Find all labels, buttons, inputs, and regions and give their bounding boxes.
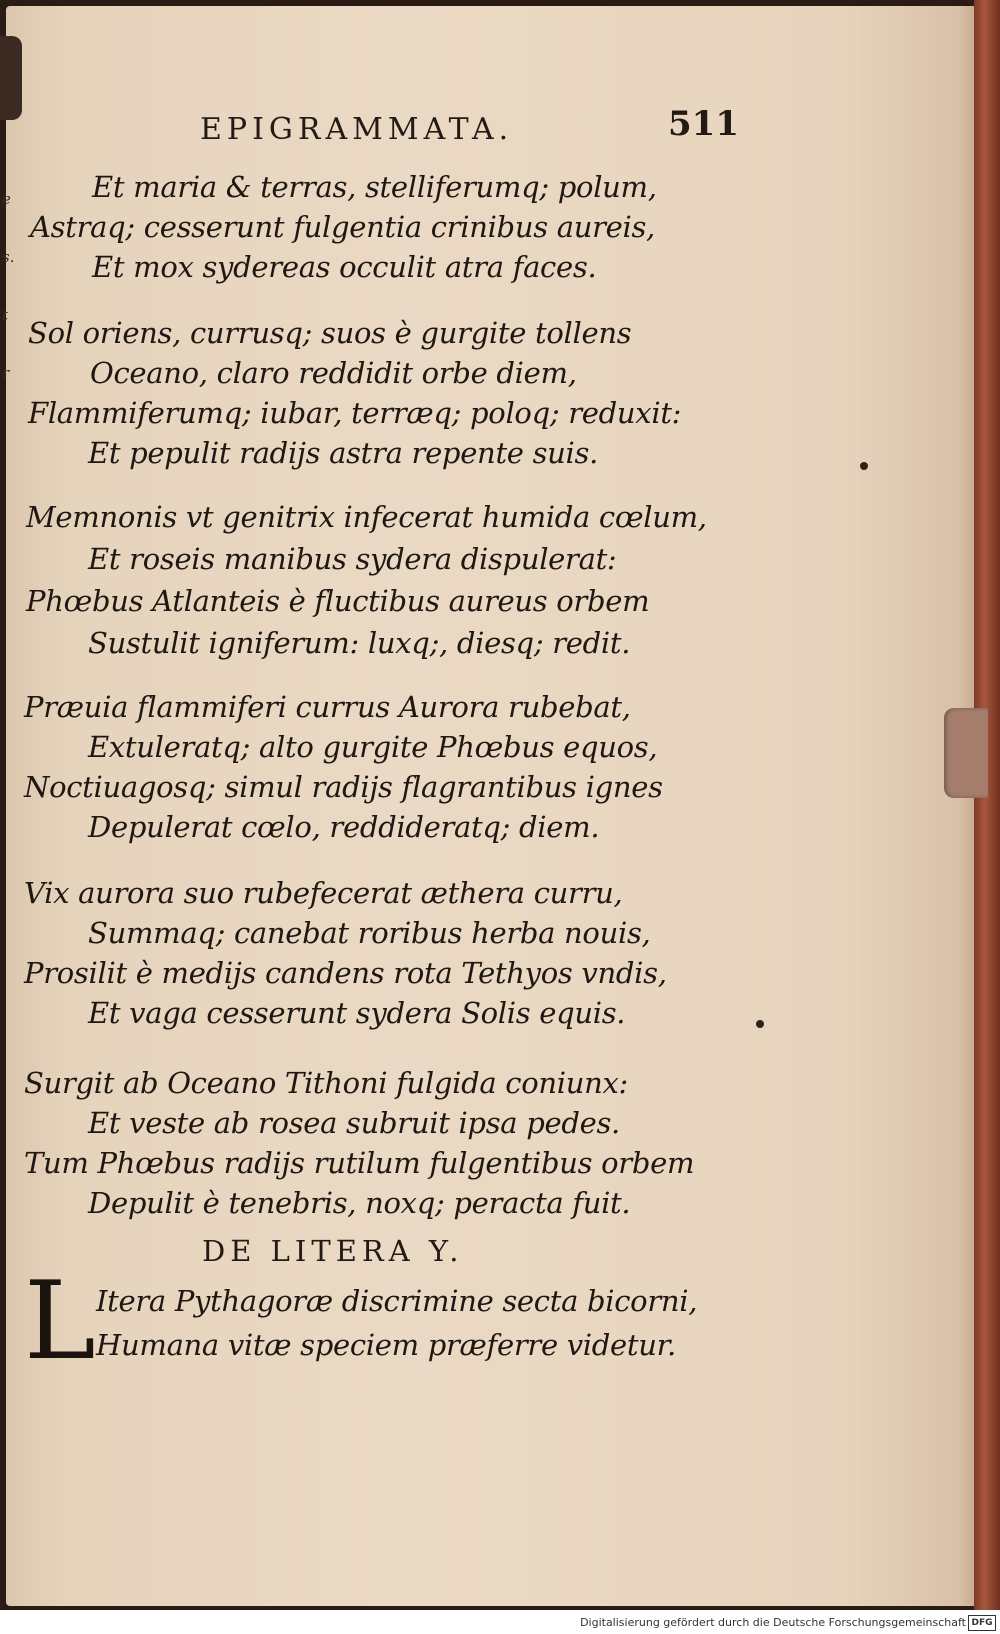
left-margin-letters — [2, 170, 18, 402]
paper-page — [6, 6, 988, 1606]
verse-line: Astraq; cesserunt fulgentia crinibus aureis, — [30, 210, 655, 244]
footer-credit: Digitalisierung gefördert durch die Deutsche Forschungsgemeinschaft — [580, 1616, 966, 1629]
verse-line: Et roseis manibus sydera dispulerat: — [88, 542, 617, 576]
verse-line: Humana vitæ speciem præferre videtur. — [96, 1328, 676, 1362]
verse-line: Itera Pythagoræ discrimine secta bicorni, — [96, 1284, 698, 1318]
verse-line: Extuleratq; alto gurgite Phœbus equos, — [88, 730, 658, 764]
verse-line: Et vaga cesserunt sydera Solis equis. — [88, 996, 626, 1030]
verse-line: Prosilit è medijs candens rota Tethyos vndis, — [24, 956, 667, 990]
margin-letter: e — [2, 190, 11, 208]
book-edge — [974, 0, 1000, 1610]
verse-line: Surgit ab Oceano Tithoni fulgida coniunx: — [24, 1066, 629, 1100]
book-clasp-tab — [944, 708, 988, 798]
verse-line: Depulit è tenebris, noxq; peracta fuit. — [88, 1186, 631, 1220]
section-title: DE LITERA Y. — [202, 1234, 464, 1268]
page-number: 511 — [668, 104, 739, 144]
verse-line: Phœbus Atlanteis è fluctibus aureus orbem — [26, 584, 650, 618]
verse-line: Depulerat cœlo, reddideratq; diem. — [88, 810, 600, 844]
running-header: EPIGRAMMATA. — [200, 112, 514, 147]
verse-line: Flammiferumq; iubar, terræq; poloq; reduxit: — [28, 396, 682, 430]
margin-letter: s. — [2, 248, 15, 266]
verse-line: Sustulit igniferum: luxq;, diesq; redit. — [88, 626, 631, 660]
verse-line: Præuia flammiferi currus Aurora rubebat, — [24, 690, 631, 724]
verse-line: Oceano, claro reddidit orbe diem, — [90, 356, 577, 390]
ink-spot — [756, 1020, 764, 1028]
verse-line: Memnonis vt genitrix infecerat humida cœlum, — [26, 500, 707, 534]
footer-bar — [0, 1612, 1000, 1634]
margin-letter: t — [2, 306, 9, 324]
margin-letter: r — [2, 364, 10, 382]
verse-line: Summaq; canebat roribus herba nouis, — [88, 916, 651, 950]
drop-cap: L — [24, 1259, 96, 1384]
book-clasp-left — [0, 36, 22, 120]
verse-line: Vix aurora suo rubefecerat æthera curru, — [24, 876, 623, 910]
verse-line: Et maria & terras, stelliferumq; polum, — [92, 170, 657, 204]
verse-line: Et mox sydereas occulit atra faces. — [92, 250, 597, 284]
ink-spot — [860, 462, 868, 470]
verse-line: Sol oriens, currusq; suos è gurgite tollens — [28, 316, 632, 350]
dfg-logo: DFG — [968, 1615, 996, 1631]
verse-line: Et veste ab rosea subruit ipsa pedes. — [88, 1106, 620, 1140]
verse-line: Noctiuagosq; simul radijs flagrantibus ignes — [24, 770, 663, 804]
verse-line: Et pepulit radijs astra repente suis. — [88, 436, 599, 470]
verse-line: Tum Phœbus radijs rutilum fulgentibus orbem — [24, 1146, 695, 1180]
